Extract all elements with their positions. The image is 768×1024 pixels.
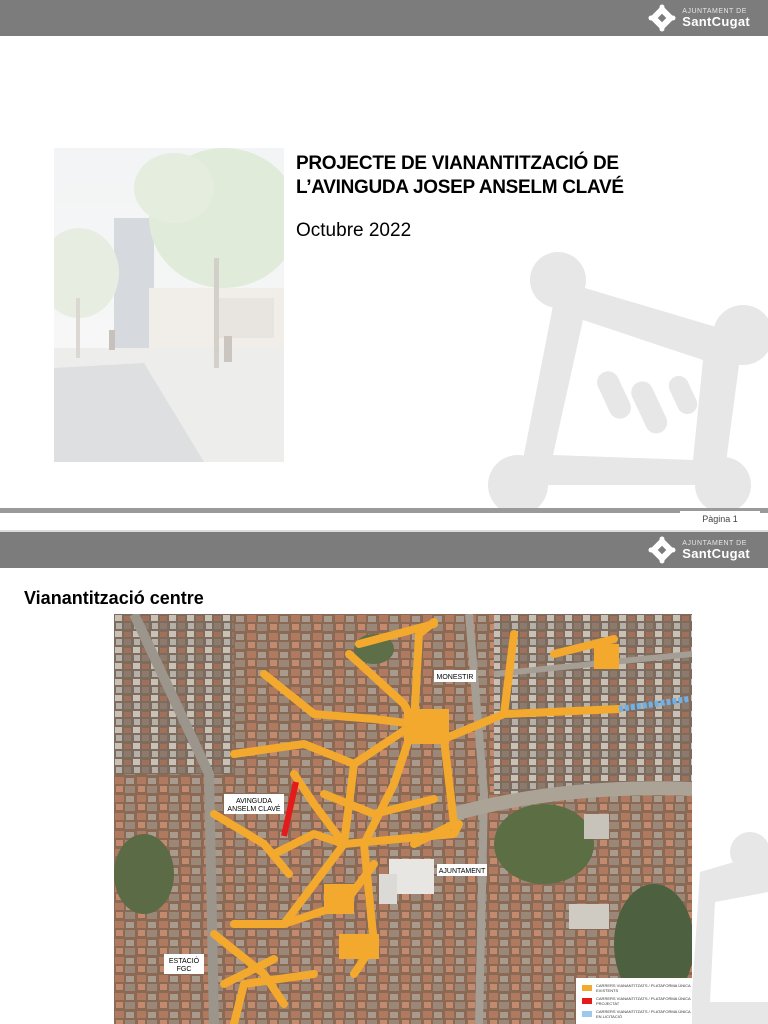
map-label-estacio-line2: FGC: [176, 966, 192, 973]
brand-org-name-2: SantCugat: [682, 546, 750, 561]
logo-watermark-icon-2: [690, 832, 768, 1024]
cover-date: Octubre 2022: [296, 220, 412, 241]
header-bar-2: [0, 532, 768, 568]
legend-projected-line2: PROJECTAT: [596, 1001, 620, 1006]
legend-tender-line1: CARRERS VIANANTITZATS / PLATAFORMA ÚNICA: [596, 1009, 691, 1014]
footer-line: [0, 508, 768, 513]
map-label-avinguda-line1: AVINGUDA: [235, 798, 273, 805]
brand-org-name: SantCugat: [682, 14, 750, 29]
legend-tender-line2: EN LICITACIÓ: [596, 1014, 622, 1019]
brand-logo-2: [648, 536, 750, 564]
legend-projected-line1: CARRERS VIANANTITZATS / PLATAFORMA ÚNICA: [596, 996, 691, 1001]
logo-watermark-icon: [488, 250, 768, 512]
brand-org-small-2: AJUNTAMENT DE: [682, 540, 747, 547]
aerial-map: [114, 614, 692, 1024]
legend-swatch-existing: [582, 985, 592, 991]
header-bar: [0, 0, 768, 36]
map-legend: [576, 978, 692, 1024]
map-label-monestir-text: MONESTIR: [436, 674, 474, 681]
page-number: Pàgina 1: [680, 511, 760, 528]
map-label-monestir: [434, 670, 476, 682]
map-label-ajuntament: [437, 864, 487, 876]
cover-title: [296, 152, 624, 200]
sant-cugat-logo-icon: [648, 536, 676, 564]
brand-logo: [648, 4, 750, 32]
map-label-ajuntament-text: AJUNTAMENT: [438, 868, 486, 875]
legend-swatch-projected: [582, 998, 592, 1004]
map-slide: [0, 532, 768, 1024]
brand-org-small: AJUNTAMENT DE: [682, 8, 747, 15]
sant-cugat-logo-icon: [648, 4, 676, 32]
cover-title-line1: PROJECTE DE VIANANTITZACIÓ DE: [296, 153, 619, 174]
legend-existing-line2: EXISTENTS: [596, 988, 619, 993]
street-rendering-image: [54, 148, 284, 462]
map-label-avinguda-line2: ANSELM CLAVÉ: [227, 806, 281, 813]
map-label-estacio-line1: ESTACIÓ: [168, 958, 200, 965]
legend-existing-line1: CARRERS VIANANTITZATS / PLATAFORMA ÚNICA: [596, 983, 691, 988]
slide-title: Vianantització centre: [24, 588, 204, 608]
map-label-avinguda: [224, 794, 284, 814]
map-label-estacio: [164, 954, 204, 974]
legend-swatch-tender: [582, 1011, 592, 1017]
cover-title-line2: L’AVINGUDA JOSEP ANSELM CLAVÉ: [296, 177, 624, 198]
